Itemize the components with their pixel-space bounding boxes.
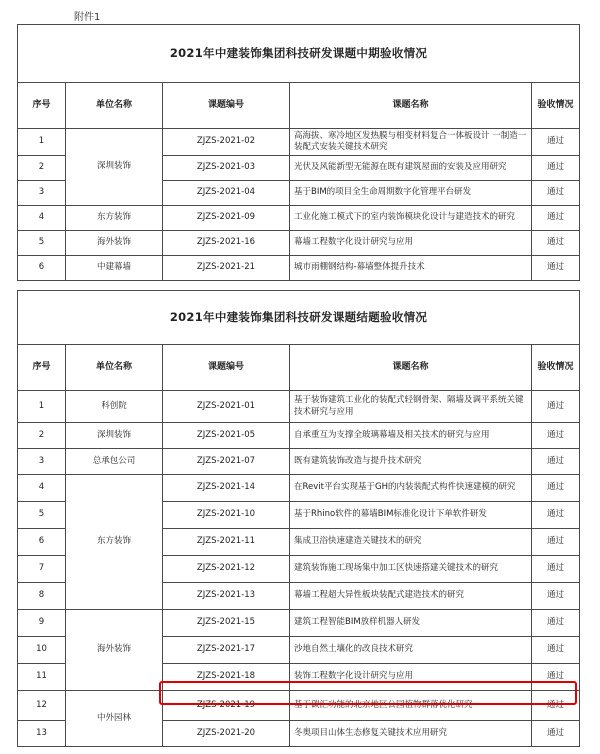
row-no: 13 bbox=[18, 721, 66, 747]
row-name: 城市雨棚钢结构-幕墙整体提升技术 bbox=[290, 256, 532, 281]
row-code: ZJZS-2021-19 bbox=[163, 691, 290, 721]
row-no: 3 bbox=[18, 181, 66, 206]
row-name: 建筑工程智能BIM放样机器人研发 bbox=[290, 610, 532, 637]
row-name: 基于碳汇功能的北京地区公园植物群落优化研究 bbox=[290, 691, 532, 721]
table-row bbox=[18, 206, 580, 231]
header-code: 课题编号 bbox=[163, 345, 290, 391]
header-code: 课题编号 bbox=[163, 83, 290, 129]
row-no: 3 bbox=[18, 449, 66, 475]
attachment-label: 附件1 bbox=[74, 12, 101, 23]
unit-cell: 海外装饰 bbox=[66, 610, 163, 691]
row-code: ZJZS-2021-15 bbox=[163, 610, 290, 637]
row-code: ZJZS-2021-03 bbox=[163, 156, 290, 181]
row-no: 4 bbox=[18, 206, 66, 231]
row-no: 1 bbox=[18, 129, 66, 156]
table-row bbox=[18, 423, 580, 449]
row-status: 通过 bbox=[532, 129, 580, 156]
header-status: 验收情况 bbox=[532, 345, 580, 391]
row-status: 通过 bbox=[532, 256, 580, 281]
row-status: 通过 bbox=[532, 475, 580, 502]
unit-cell: 科创院 bbox=[66, 391, 163, 423]
row-code: ZJZS-2021-04 bbox=[163, 181, 290, 206]
unit-cell: 东方装饰 bbox=[66, 206, 163, 231]
row-name: 基于装饰建筑工业化的装配式轻钢骨架、隔墙及调平系统关键技术研究与应用 bbox=[290, 391, 532, 423]
row-code: ZJZS-2021-13 bbox=[163, 583, 290, 610]
row-name: 在Revit平台实现基于GH的内装装配式构件快速建模的研究 bbox=[290, 475, 532, 502]
unit-cell: 海外装饰 bbox=[66, 231, 163, 256]
row-code: ZJZS-2021-01 bbox=[163, 391, 290, 423]
row-no: 7 bbox=[18, 556, 66, 583]
row-code: ZJZS-2021-14 bbox=[163, 475, 290, 502]
row-code: ZJZS-2021-21 bbox=[163, 256, 290, 281]
midterm-table bbox=[17, 24, 580, 281]
row-no: 11 bbox=[18, 664, 66, 691]
row-name: 高海拔、寒冷地区发热膜与相变材料复合一体板设计 一制造一装配式安装关键技术研究 bbox=[290, 129, 532, 156]
midterm-title: 2021年中建装饰集团科技研发课题中期验收情况 bbox=[18, 25, 580, 83]
header-no: 序号 bbox=[18, 83, 66, 129]
highlight-box bbox=[159, 681, 577, 705]
row-status: 通过 bbox=[532, 181, 580, 206]
row-name: 沙地自然土壤化的改良技术研究 bbox=[290, 637, 532, 664]
table-row bbox=[18, 129, 580, 156]
unit-cell: 深圳装饰 bbox=[66, 423, 163, 449]
row-status: 通过 bbox=[532, 691, 580, 721]
row-code: ZJZS-2021-18 bbox=[163, 664, 290, 691]
row-no: 1 bbox=[18, 391, 66, 423]
row-name: 自承重互为支撑全玻璃幕墙及相关技术的研究与应用 bbox=[290, 423, 532, 449]
unit-cell: 中建幕墙 bbox=[66, 256, 163, 281]
table-row bbox=[18, 231, 580, 256]
row-status: 通过 bbox=[532, 637, 580, 664]
final-table bbox=[17, 290, 580, 747]
row-code: ZJZS-2021-09 bbox=[163, 206, 290, 231]
row-code: ZJZS-2021-12 bbox=[163, 556, 290, 583]
row-name: 幕墙工程超大异性板块装配式建造技术的研究 bbox=[290, 583, 532, 610]
table-row bbox=[18, 449, 580, 475]
row-status: 通过 bbox=[532, 502, 580, 529]
row-status: 通过 bbox=[532, 206, 580, 231]
row-name: 基于Rhino软件的幕墙BIM标准化设计下单软件研发 bbox=[290, 502, 532, 529]
row-status: 通过 bbox=[532, 449, 580, 475]
row-name: 冬奥项目山体生态修复关键技术应用研究 bbox=[290, 721, 532, 747]
table-row bbox=[18, 610, 580, 637]
row-no: 2 bbox=[18, 156, 66, 181]
unit-cell: 总承包公司 bbox=[66, 449, 163, 475]
row-status: 通过 bbox=[532, 231, 580, 256]
final-title: 2021年中建装饰集团科技研发课题结题验收情况 bbox=[18, 291, 580, 345]
row-name: 幕墙工程数字化设计研究与应用 bbox=[290, 231, 532, 256]
row-no: 9 bbox=[18, 610, 66, 637]
row-no: 5 bbox=[18, 502, 66, 529]
row-name: 装饰工程数字化设计研究与应用 bbox=[290, 664, 532, 691]
row-name: 既有建筑装饰改造与提升技术研究 bbox=[290, 449, 532, 475]
header-unit: 单位名称 bbox=[66, 83, 163, 129]
row-no: 8 bbox=[18, 583, 66, 610]
row-code: ZJZS-2021-07 bbox=[163, 449, 290, 475]
row-name: 集成卫浴快速建造关键技术的研究 bbox=[290, 529, 532, 556]
row-no: 10 bbox=[18, 637, 66, 664]
row-code: ZJZS-2021-02 bbox=[163, 129, 290, 156]
row-code: ZJZS-2021-10 bbox=[163, 502, 290, 529]
row-code: ZJZS-2021-11 bbox=[163, 529, 290, 556]
header-unit: 单位名称 bbox=[66, 345, 163, 391]
header-name: 课题名称 bbox=[290, 83, 532, 129]
unit-cell: 深圳装饰 bbox=[66, 129, 163, 206]
row-name: 建筑装饰施工现场集中加工区快速搭建关键技术的研究 bbox=[290, 556, 532, 583]
header-status: 验收情况 bbox=[532, 83, 580, 129]
row-status: 通过 bbox=[532, 391, 580, 423]
row-code: ZJZS-2021-20 bbox=[163, 721, 290, 747]
row-no: 12 bbox=[18, 691, 66, 721]
header-no: 序号 bbox=[18, 345, 66, 391]
row-status: 通过 bbox=[532, 556, 580, 583]
row-no: 2 bbox=[18, 423, 66, 449]
row-code: ZJZS-2021-17 bbox=[163, 637, 290, 664]
row-name: 工业化施工模式下的室内装饰模块化设计与建造技术的研究 bbox=[290, 206, 532, 231]
row-name: 光伏及风能新型无能源在既有建筑屋面的安装及应用研究 bbox=[290, 156, 532, 181]
row-code: ZJZS-2021-05 bbox=[163, 423, 290, 449]
unit-cell: 东方装饰 bbox=[66, 475, 163, 610]
table-row bbox=[18, 391, 580, 423]
header-name: 课题名称 bbox=[290, 345, 532, 391]
row-no: 5 bbox=[18, 231, 66, 256]
row-no: 6 bbox=[18, 256, 66, 281]
row-status: 通过 bbox=[532, 664, 580, 691]
row-status: 通过 bbox=[532, 721, 580, 747]
row-status: 通过 bbox=[532, 156, 580, 181]
table-row bbox=[18, 256, 580, 281]
row-no: 4 bbox=[18, 475, 66, 502]
row-name: 基于BIM的项目全生命周期数字化管理平台研发 bbox=[290, 181, 532, 206]
row-status: 通过 bbox=[532, 610, 580, 637]
row-no: 6 bbox=[18, 529, 66, 556]
row-code: ZJZS-2021-16 bbox=[163, 231, 290, 256]
row-status: 通过 bbox=[532, 423, 580, 449]
table-row bbox=[18, 475, 580, 502]
row-status: 通过 bbox=[532, 529, 580, 556]
row-status: 通过 bbox=[532, 583, 580, 610]
unit-cell: 中外园林 bbox=[66, 691, 163, 747]
